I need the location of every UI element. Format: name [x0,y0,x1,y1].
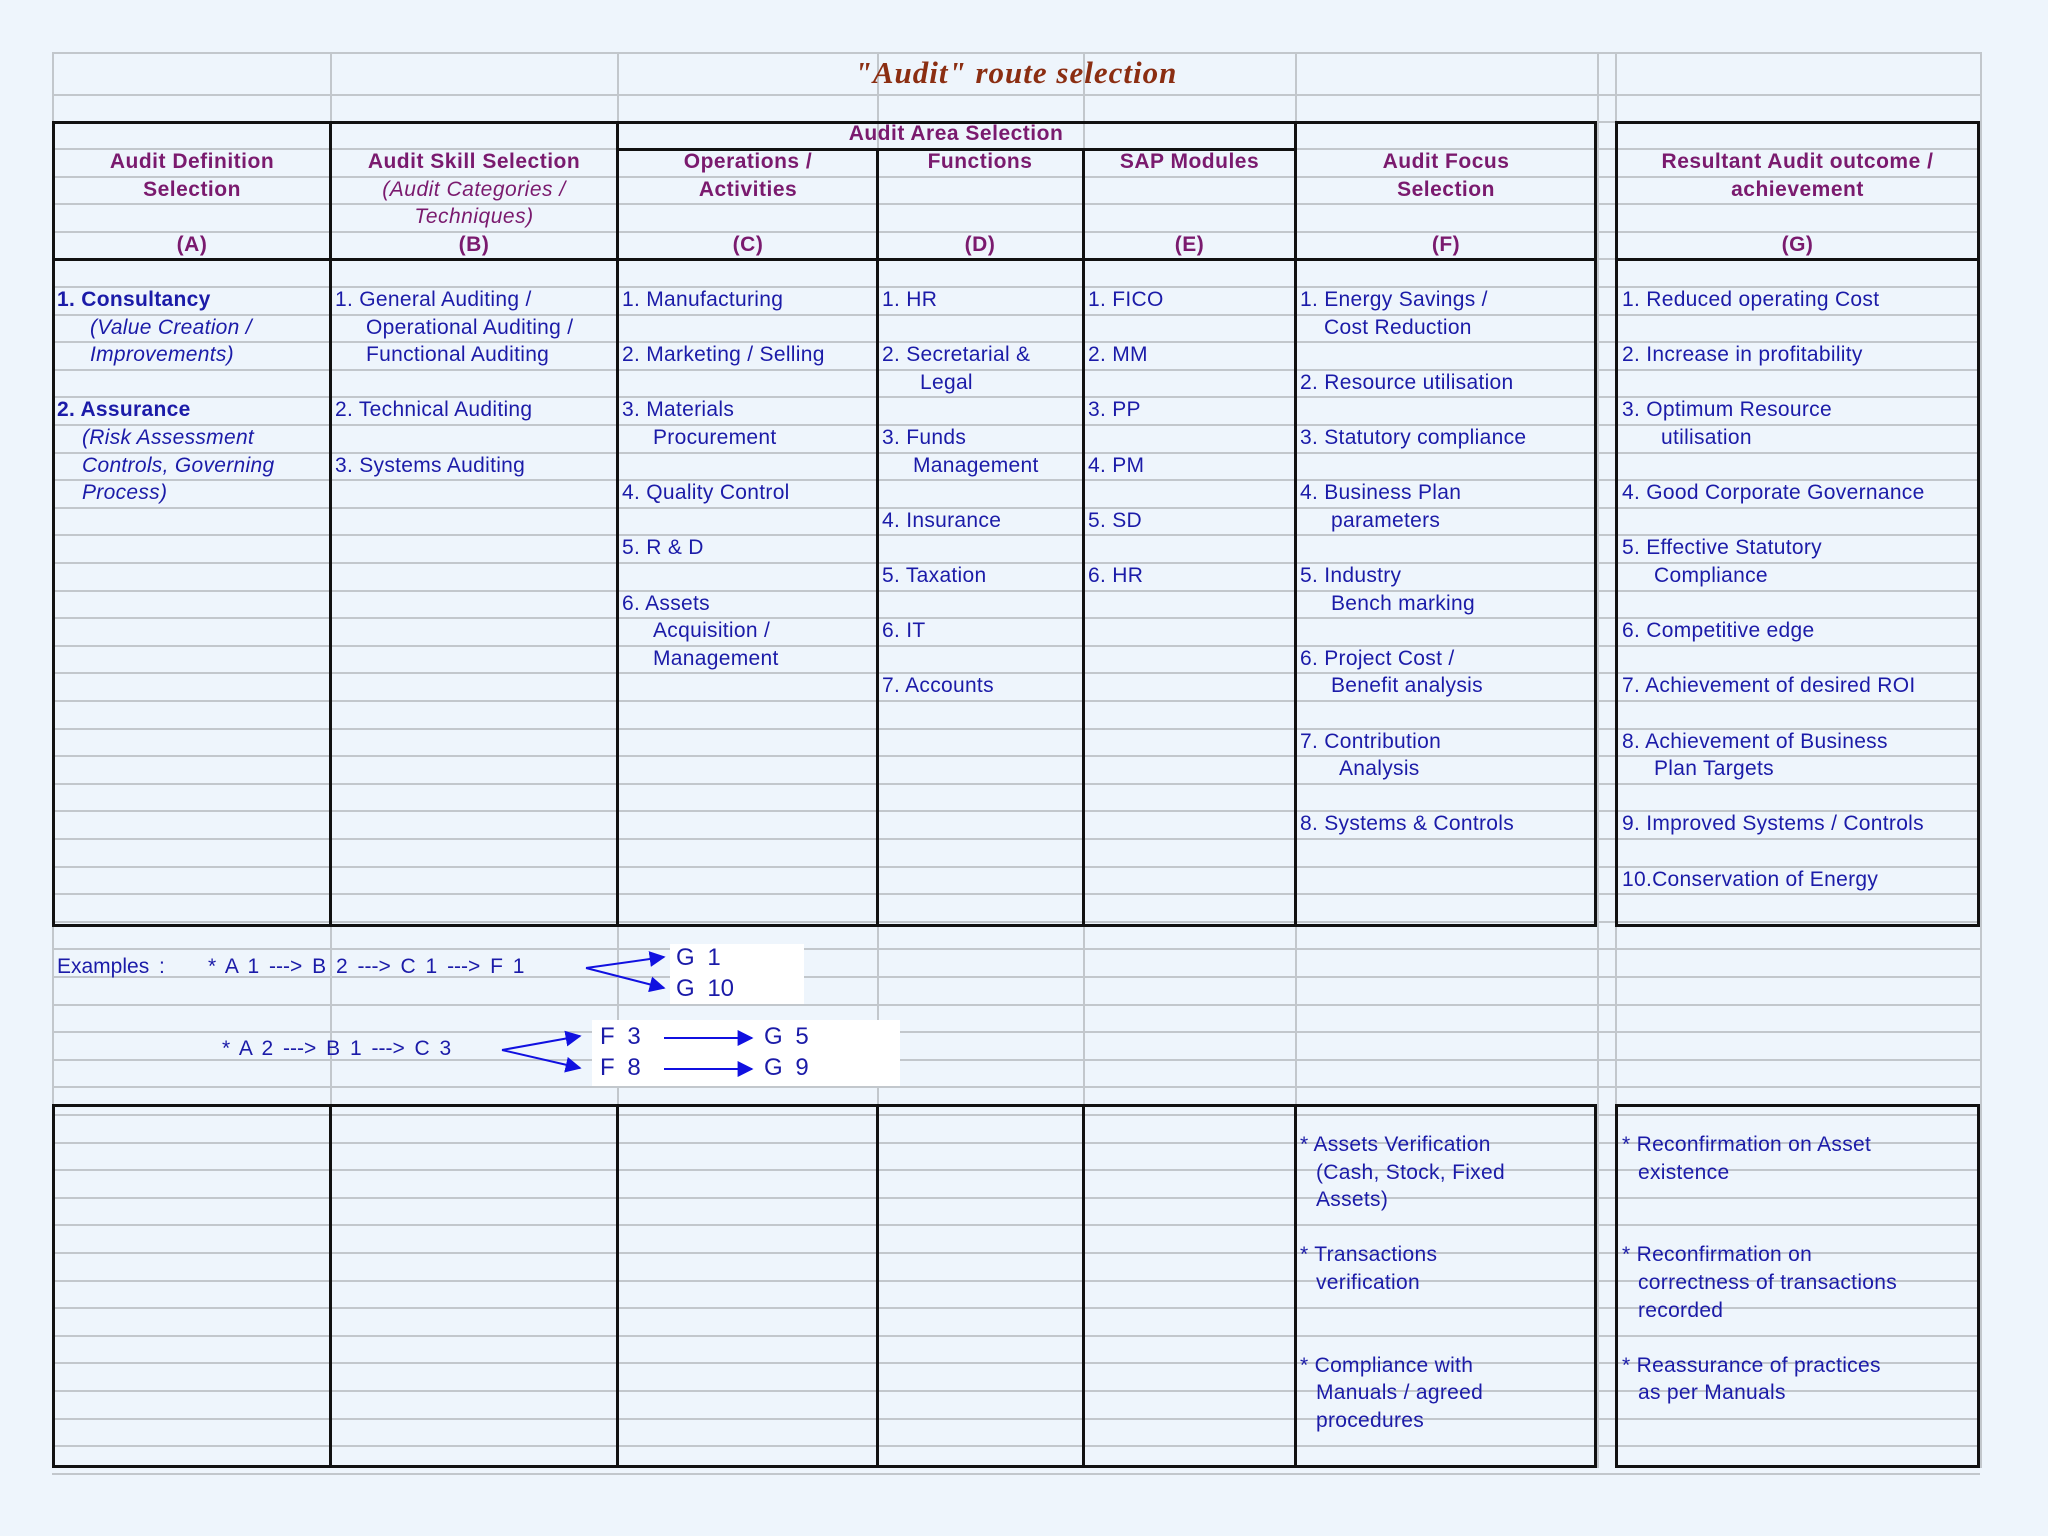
grid-row-line [52,1004,1980,1006]
colC-item: Management [653,646,779,670]
bottomG-item: recorded [1638,1298,1724,1322]
colG-item: 7. Achievement of desired ROI [1622,674,1916,698]
colG-item: 4. Good Corporate Governance [1622,481,1925,505]
colG-item: Plan Targets [1654,757,1774,781]
colA-item: Improvements) [90,343,234,367]
colD-item: 1. HR [882,288,938,311]
colE-item: 2. MM [1088,343,1148,367]
bottomG-item: * Reconfirmation on Asset [1622,1133,1872,1156]
colA-item: Controls, Governing [82,453,275,477]
colD-item: 4. Insurance [882,508,1002,532]
bottomF-item: Assets) [1316,1188,1389,1212]
col-divider [876,148,879,927]
colF-item: 7. Contribution [1300,729,1442,753]
header-f-line2: Selection [1397,177,1495,201]
header-g-code: (G) [1781,233,1814,256]
grid-row-line [52,94,1980,96]
bottomF-item: * Assets Verification [1300,1133,1491,1156]
colE-item: 1. FICO [1088,288,1164,311]
colD-item: 2. Secretarial & [882,343,1031,367]
example1-target-g10: G 10 [676,975,735,1002]
grid-row-line [52,1086,1980,1088]
header-g-line1: Resultant Audit outcome / [1661,150,1934,173]
colG-item: utilisation [1661,426,1752,449]
example2-f8: F 8 [600,1054,641,1081]
header-b-line1: Audit Skill Selection [367,150,581,173]
col-divider [1082,1104,1085,1468]
col-divider [876,1104,879,1468]
colA-item: 2. Assurance [57,398,191,422]
bottomF-item: verification [1316,1271,1420,1294]
colC-item: 6. Assets [622,591,710,615]
grid-row-line [52,1031,1980,1033]
colB-item: 2. Technical Auditing [335,398,533,422]
colC-item: 1. Manufacturing [622,288,784,311]
colG-item: 8. Achievement of Business [1622,729,1888,753]
colC-item: 4. Quality Control [622,481,790,505]
colD-item: 5. Taxation [882,564,987,587]
colF-item: 1. Energy Savings / [1300,288,1488,311]
col-divider [616,1104,619,1468]
bottomG-item: existence [1638,1160,1730,1184]
header-b-sub1: (Audit Categories / [382,177,566,201]
colG-item: Compliance [1654,564,1768,587]
colD-item: Management [913,453,1039,477]
colC-item: Acquisition / [653,619,771,643]
sheet-title: "Audit" route selection [854,55,1178,90]
header-f-code: (F) [1431,233,1461,256]
header-a-line1: Audit Definition [109,150,275,173]
colF-item: 4. Business Plan [1300,481,1462,505]
arrow-to-g1 [586,957,664,968]
colG-item: 2. Increase in profitability [1622,343,1863,367]
header-a-code: (A) [176,233,208,256]
colE-item: 3. PP [1088,398,1141,422]
grid-row-line [52,948,1980,950]
colB-item: Operational Auditing / [366,315,574,339]
colA-item: (Value Creation / [90,315,252,339]
colD-item: 7. Accounts [882,674,994,698]
colF-item: 5. Industry [1300,564,1402,587]
bottomG-item: * Reassurance of practices [1622,1353,1881,1377]
colD-item: 6. IT [882,619,926,643]
colD-item: Legal [920,370,973,394]
colF-item: Bench marking [1331,591,1475,615]
col-divider [1082,148,1085,927]
header-f-line1: Audit Focus [1382,150,1510,173]
header-d-code: (D) [964,233,996,256]
colA-item: (Risk Assessment [82,426,255,449]
colB-item: 1. General Auditing / [335,288,532,311]
header-a-line2: Selection [143,177,241,201]
colE-item: 4. PM [1088,453,1145,477]
colF-item: 6. Project Cost / [1300,646,1455,670]
header-b-sub2: Techniques) [414,205,534,229]
colC-item: 2. Marketing / Selling [622,343,825,367]
header-c-line1: Operations / [683,150,813,173]
header-c-line2: Activities [698,177,798,201]
colF-item: Benefit analysis [1331,674,1483,698]
bottomF-item: * Compliance with [1300,1353,1474,1377]
header-b-code: (B) [458,233,490,256]
col-divider [329,1104,332,1468]
bottomF-item: procedures [1316,1409,1425,1432]
header-e-line1: SAP Modules [1119,150,1260,173]
bottomG-item: as per Manuals [1638,1381,1786,1405]
example1-target-g1: G 1 [676,944,721,971]
colF-item: Analysis [1339,757,1420,781]
example1-chain: * A 1 ---> B 2 ---> C 1 ---> F 1 [208,955,525,978]
colF-item: 8. Systems & Controls [1300,812,1515,836]
example2-f3: F 3 [600,1023,641,1050]
colG-item: 1. Reduced operating Cost [1622,288,1880,311]
arrow-to-g10 [586,968,664,988]
colA-item: Process) [82,481,168,505]
colE-item: 5. SD [1088,508,1143,532]
bottomF-item: * Transactions [1300,1243,1438,1267]
colC-item: Procurement [653,426,777,449]
colC-item: 5. R & D [622,536,704,560]
colD-item: 3. Funds [882,426,967,449]
header-e-code: (E) [1174,233,1205,256]
bottomF-item: Manuals / agreed [1316,1381,1484,1405]
colB-item: Functional Auditing [366,343,550,367]
arrow-to-f3 [502,1036,580,1050]
colG-item: 9. Improved Systems / Controls [1622,812,1924,836]
colE-item: 6. HR [1088,564,1144,587]
colF-item: 2. Resource utilisation [1300,370,1514,394]
colC-item: 3. Materials [622,398,735,422]
colG-item: 6. Competitive edge [1622,619,1815,643]
bottomG-item: * Reconfirmation on [1622,1243,1813,1267]
colA-item: 1. Consultancy [57,288,211,311]
header-d-line1: Functions [927,150,1033,173]
grid-row-line [52,1473,1980,1475]
audit-area-group-header: Audit Area Selection [848,122,1064,145]
grid-col-line [1597,52,1599,1468]
colG-item: 5. Effective Statutory [1622,536,1822,560]
example2-g9: G 9 [764,1054,809,1081]
colB-item: 3. Systems Auditing [335,453,526,477]
colG-item: 3. Optimum Resource [1622,398,1832,422]
header-c-code: (C) [732,233,764,256]
bottomF-item: (Cash, Stock, Fixed [1316,1160,1505,1184]
example2-g5: G 5 [764,1023,809,1050]
colG-item: 10.Conservation of Energy [1622,867,1879,891]
colF-item: 3. Statutory compliance [1300,426,1527,449]
examples-label: Examples : [57,955,165,978]
colF-item: Cost Reduction [1324,315,1472,339]
bottomG-item: correctness of transactions [1638,1271,1898,1294]
header-g-line2: achievement [1731,177,1864,201]
col-divider [1294,1104,1297,1468]
colF-item: parameters [1331,508,1441,532]
grid-col-line [1980,52,1982,1468]
example2-chain: * A 2 ---> B 1 ---> C 3 [222,1037,452,1060]
